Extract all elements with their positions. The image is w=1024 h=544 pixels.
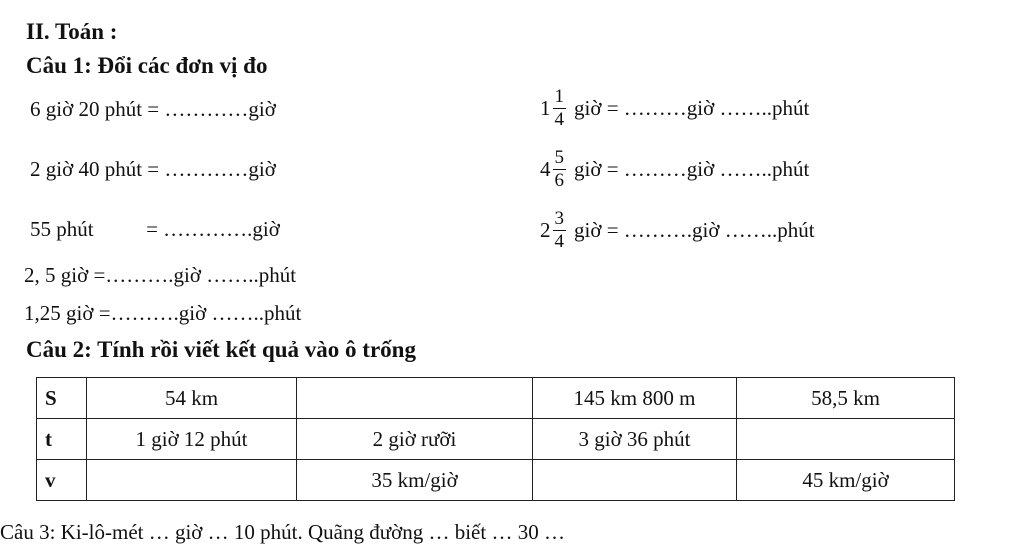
whole-part: 2 [540, 217, 551, 242]
conversion-rest: giờ = ……….giờ ……..phút [574, 217, 815, 242]
conversion-rest: giờ = ………giờ ……..phút [574, 95, 810, 120]
denominator: 6 [554, 169, 564, 191]
mixed-fraction-item [540, 77, 809, 139]
whole-part: 1 [540, 95, 551, 120]
table-cell: 145 km 800 m [533, 378, 737, 419]
table-row-time [37, 419, 955, 460]
numerator: 3 [554, 207, 564, 229]
table-row-velocity [37, 460, 955, 501]
conversion-rest: giờ = ………giờ ……..phút [574, 156, 810, 181]
table-cell [87, 460, 297, 501]
mixed-fraction-item [540, 199, 815, 261]
whole-part: 4 [540, 156, 551, 181]
table-cell: 45 km/giờ [737, 460, 955, 501]
fraction [553, 86, 567, 131]
conversion-item: 1,25 giờ =……….giờ ……..phút [24, 301, 302, 325]
question-2-title: Câu 2: Tính rồi viết kết quả vào ô trống [26, 337, 416, 362]
table-cell: 2 giờ rưỡi [297, 419, 533, 460]
denominator: 4 [554, 230, 564, 252]
fraction [553, 147, 567, 192]
fraction [553, 208, 567, 253]
table-cell: v [37, 460, 87, 501]
table-cell: t [37, 419, 87, 460]
question-1-title: Câu 1: Đổi các đơn vị đo [26, 53, 268, 78]
conversion-item: 2, 5 giờ =……….giờ ……..phút [24, 263, 297, 287]
table-row-distance [37, 378, 955, 419]
table-cell: 35 km/giờ [297, 460, 533, 501]
table-cell: 1 giờ 12 phút [87, 419, 297, 460]
denominator: 4 [554, 108, 564, 130]
mixed-fraction-item [540, 138, 809, 200]
table-cell [533, 460, 737, 501]
numerator: 5 [554, 146, 564, 168]
table-cell [737, 419, 955, 460]
numerator: 1 [554, 85, 564, 107]
conversion-item: 6 giờ 20 phút = …………giờ [30, 97, 276, 121]
table-cell: 3 giờ 36 phút [533, 419, 737, 460]
section-title: II. Toán : [26, 19, 118, 44]
table-cell: 54 km [87, 378, 297, 419]
conversion-item: 55 phút = ………….giờ [30, 217, 280, 241]
table-cell: S [37, 378, 87, 419]
cut-off-text-line: Câu 3: Ki-lô-mét … giờ … 10 phút. Quãng đường … biết … 30 … [0, 520, 565, 544]
table-cell [297, 378, 533, 419]
table-cell: 58,5 km [737, 378, 955, 419]
speed-table [36, 377, 955, 501]
conversion-item: 2 giờ 40 phút = …………giờ [30, 157, 276, 181]
